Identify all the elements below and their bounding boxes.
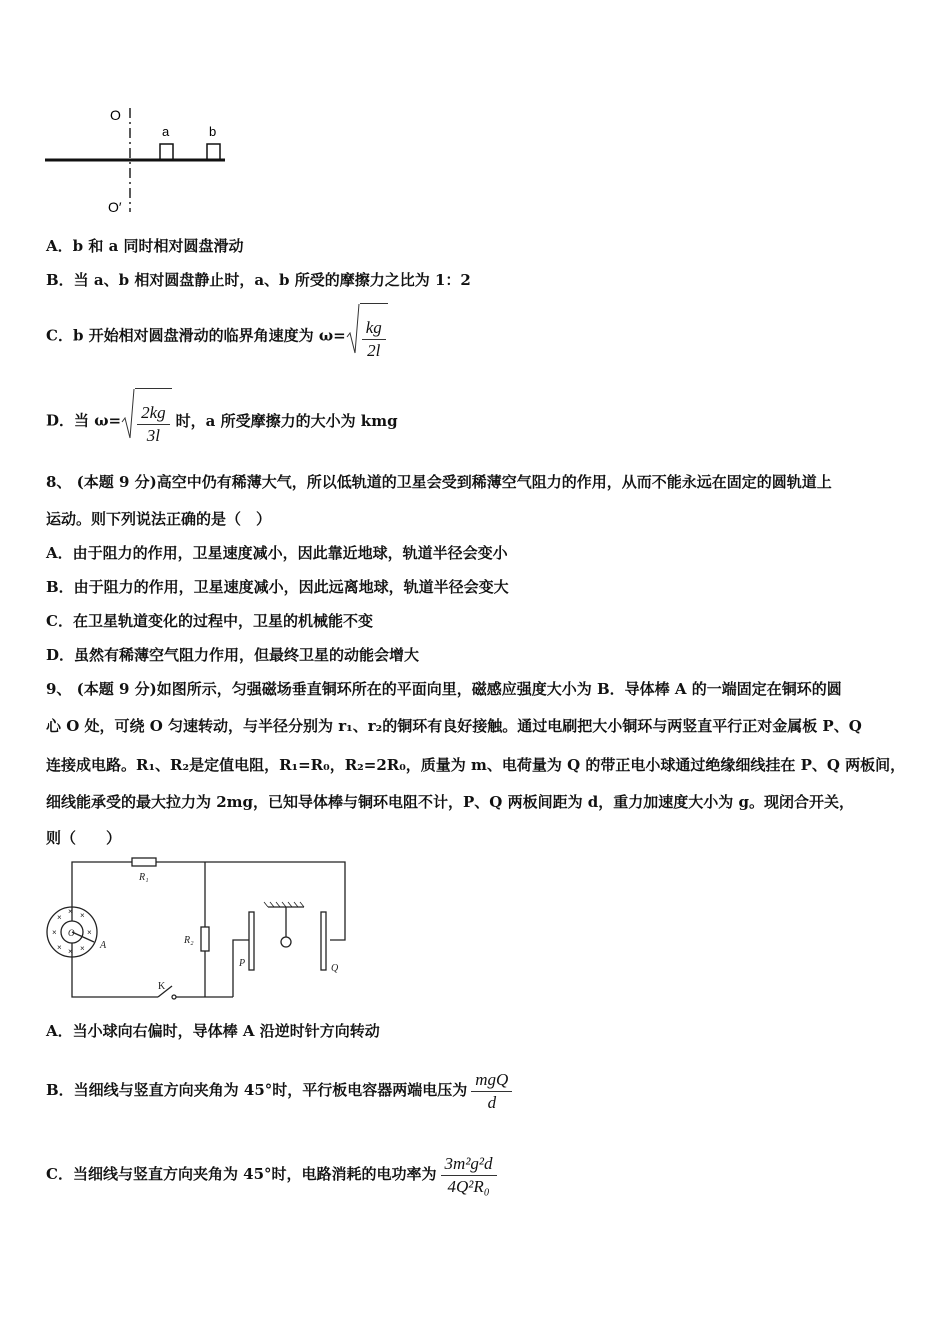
svg-text:×: × <box>57 943 62 952</box>
charged-ball <box>281 937 291 947</box>
label-a: A <box>100 940 107 951</box>
q7-option-d-text: D．当 ω= <box>46 411 122 430</box>
q8-stem-line1: 8、 (本题 9 分)高空中仍有稀薄大气，所以低轨道的卫星会受到稀薄空气阻力的作用，从而不能永远在固定的圆轨道上 <box>46 473 832 491</box>
q9-stem-line4: 细线能承受的最大拉力为 2mg，已知导体棒与铜环电阻不计，P、Q 两板间距为 d，重力加速度大小为 g。现闭合开关， <box>46 793 855 811</box>
svg-text:×: × <box>87 928 92 937</box>
plate-q <box>321 912 326 970</box>
q8-option-d: D．虽然有稀薄空气阻力作用，但最终卫星的动能会增大 <box>46 646 420 664</box>
q7-d-denominator: 3l <box>146 425 160 445</box>
q7-d-numerator: 2kg <box>137 402 170 425</box>
label-k: K <box>158 981 166 992</box>
sqrt-sign <box>121 388 172 455</box>
q9-option-c <box>46 1137 497 1211</box>
plate-p <box>249 912 254 970</box>
label-a: a <box>162 124 170 139</box>
q7-option-a: A．b 和 a 同时相对圆盘滑动 <box>46 237 244 255</box>
q7-option-b: B．当 a、b 相对圆盘静止时，a、b 所受的摩擦力之比为 1：2 <box>46 271 471 289</box>
q8-stem-line2: 运动。则下列说法正确的是（ ） <box>46 510 272 528</box>
q8-option-a: A．由于阻力的作用，卫星速度减小，因此靠近地球，轨道半径会变小 <box>46 544 508 562</box>
svg-text:×: × <box>80 944 85 953</box>
q9-stem-line1: 9、 (本题 9 分)如图所示，匀强磁场垂直铜环所在的平面向里，磁感应强度大小为 B．导体棒 A 的一端固定在铜环的圆 <box>46 680 842 698</box>
q9-option-c-text: C．当细线与竖直方向夹角为 45°时，电路消耗的电功率为 <box>46 1165 437 1183</box>
q9-stem-line5: 则（ ） <box>46 829 122 847</box>
svg-text:×: × <box>52 928 57 937</box>
label-o: O <box>110 107 121 123</box>
q8-option-b: B．由于阻力的作用，卫星速度减小，因此远离地球，轨道半径会变大 <box>46 578 509 596</box>
q7-c-denominator: 2l <box>367 340 381 360</box>
q9-b-denominator: d <box>487 1092 497 1112</box>
circuit-figure <box>40 852 360 1007</box>
label-b: b <box>209 124 217 139</box>
svg-text:×: × <box>68 947 73 956</box>
q7-option-d-text-after: 时，a 所受摩擦力的大小为 kmg <box>175 411 398 430</box>
q9-b-numerator: mgQ <box>471 1069 512 1092</box>
sqrt-sign <box>346 303 388 370</box>
resistor-r1 <box>132 858 156 866</box>
label-o: O <box>68 928 75 938</box>
label-q: Q <box>331 963 339 974</box>
block-b <box>207 144 220 160</box>
svg-text:×: × <box>68 907 73 916</box>
q9-c-denominator: 4Q²R₀ <box>447 1176 490 1196</box>
q9-option-a: A．当小球向右偏时，导体棒 A 沿逆时针方向转动 <box>46 1022 380 1040</box>
q9-c-numerator: 3m²g²d <box>441 1153 497 1176</box>
q9-option-b-text: B．当细线与竖直方向夹角为 45°时，平行板电容器两端电压为 <box>46 1081 468 1099</box>
svg-text:×: × <box>80 911 85 920</box>
label-o-prime: O′ <box>108 199 122 215</box>
label-p: P <box>239 958 246 969</box>
resistor-r2 <box>201 927 209 951</box>
q9-option-b <box>46 1055 512 1125</box>
q7-option-c <box>46 303 388 370</box>
block-a <box>160 144 173 160</box>
q7-option-d <box>46 388 398 455</box>
label-r1: R₁ <box>139 872 149 883</box>
q7-c-numerator: kg <box>362 317 386 340</box>
q7-option-c-text: C．b 开始相对圆盘滑动的临界角速度为 ω= <box>46 326 346 345</box>
label-r2: R₂ <box>184 935 194 946</box>
q9-stem-line3: 连接成电路。R₁、R₂是定值电阻，R₁=R₀，R₂=2R₀，质量为 m、电荷量为 Q 的带正电小球通过绝缘细线挂在 P、Q 两板间， <box>46 756 906 774</box>
q9-stem-line2: 心 O 处，可绕 O 匀速转动，与半径分别为 r₁、r₂的铜环有良好接触。通过电刷把大小铜环与两竖直平行正对金属板 P、Q <box>46 717 862 735</box>
disk-figure <box>40 100 240 220</box>
q8-option-c: C．在卫星轨道变化的过程中，卫星的机械能不变 <box>46 612 373 630</box>
svg-text:×: × <box>57 913 62 922</box>
